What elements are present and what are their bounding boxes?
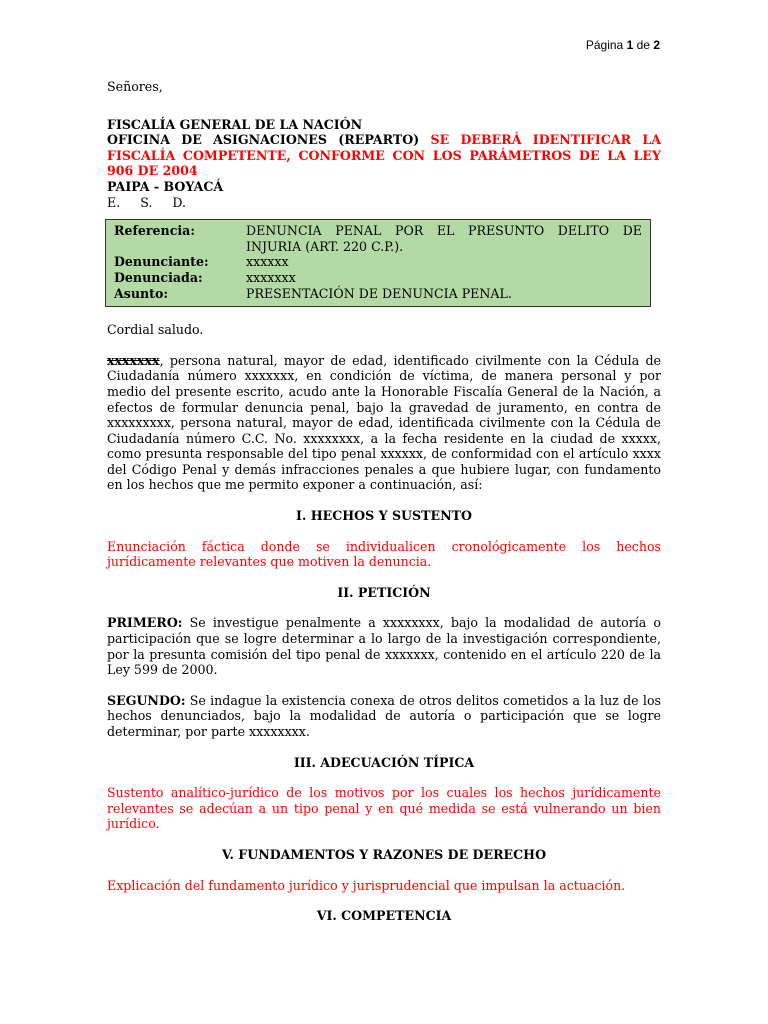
section-title-competencia: VI. COMPETENCIA	[316, 908, 452, 924]
page-prefix: Página	[585, 38, 624, 52]
reference-row	[114, 223, 642, 254]
reference-value: xxxxxx	[246, 254, 289, 270]
primero-label: PRIMERO:	[107, 615, 183, 631]
reference-label: Asunto:	[114, 285, 169, 301]
reference-row	[114, 286, 642, 302]
section-title-adecuacion: III. ADECUACIÓN TÍPICA	[293, 754, 475, 770]
reference-value: xxxxxxx	[246, 269, 296, 285]
section-title-hechos: I. HECHOS Y SUSTENTO	[296, 508, 472, 524]
reference-row	[114, 270, 642, 286]
addressee-instruction: SE DEBERÁ IDENTIFICAR LA FISCALÍA COMPETENTE, CONFORME CON LOS PARÁMETROS DE LA LEY 906 DE 2004	[107, 132, 662, 179]
reference-value: PRESENTACIÓN DE DENUNCIA PENAL.	[246, 285, 512, 301]
peticion-segundo	[107, 693, 661, 740]
addressee-line1: FISCALÍA GENERAL DE LA NACIÓN	[107, 116, 363, 132]
reference-value: DENUNCIA PENAL POR EL PRESUNTO DELITO DE INJURIA (ART. 220 C.P.).	[246, 223, 642, 254]
segundo-label: SEGUNDO:	[107, 692, 186, 708]
page-total: 2	[653, 38, 660, 52]
addressee-line2	[107, 132, 661, 179]
intro-paragraph	[107, 353, 661, 493]
reference-box	[105, 219, 651, 307]
page-current: 1	[626, 38, 634, 52]
section-text-adecuacion: Sustento analítico-jurídico de los motivos por los cuales los hechos jurídicamente relevantes se adecúan a un tipo penal y en qué medida se está vulnerando un bien jurídico.	[107, 785, 661, 832]
intro-text: , persona natural, mayor de edad, identificado civilmente con la Cédula de Ciudadanía número xxxxxxx, en condición de víctima, de manera personal y por medio del presente escrito, acudo ante la Honorable Fiscalía General de la Nación, a efectos de formular denuncia penal, bajo la gravedad de juramento, en contra de xxxxxxxxx, persona natural, mayor de edad, identificada civilmente con la Cédula de Ciudadanía número C.C. No. xxxxxxxx, a la fecha residente en la ciudad de xxxxx, como presunta responsable del tipo penal xxxxxx, de conformidad con el artículo xxxx del Código Penal y demás infracciones penales a que hubiere lugar, con fundamento en los hechos que me permito exponer a continuación, así:	[107, 352, 661, 493]
complainant-name: xxxxxxx	[107, 352, 160, 368]
reference-row	[114, 254, 642, 270]
addressee-block	[107, 117, 661, 211]
section-text-fundamentos: Explicación del fundamento jurídico y jurisprudencial que impulsan la actuación.	[107, 877, 626, 893]
reference-label: Denunciante:	[114, 254, 209, 270]
addressee-city: PAIPA - BOYACÁ	[107, 178, 224, 194]
addressee-esd: E. S. D.	[107, 194, 187, 210]
greeting: Cordial saludo.	[107, 322, 204, 338]
document-body	[107, 79, 661, 924]
salutation: Señores,	[107, 79, 163, 94]
page-number	[586, 38, 660, 52]
section-title-peticion: II. PETICIÓN	[337, 584, 431, 600]
section-title-fundamentos: V. FUNDAMENTOS Y RAZONES DE DERECHO	[221, 846, 547, 862]
reference-label: Denunciada:	[114, 269, 203, 285]
addressee-office: OFICINA DE ASIGNACIONES (REPARTO)	[107, 132, 420, 148]
reference-label: Referencia:	[114, 223, 195, 239]
peticion-primero	[107, 615, 661, 677]
segundo-text: Se indague la existencia conexa de otros delitos cometidos a la luz de los hechos denunciados, bajo la modalidad de autoría o participación que se logre determinar, por parte xxxxxxxx.	[107, 692, 661, 739]
page-of: de	[636, 38, 650, 52]
primero-text: Se investigue penalmente a xxxxxxxx, bajo la modalidad de autoría o participación que se logre determinar a lo largo de la investigación correspondiente, por la presunta comisión del tipo penal de xxxxxxx, contenido en el artículo 220 de la Ley 599 de 2000.	[107, 615, 661, 678]
section-text-hechos: Enunciación fáctica donde se individualicen cronológicamente los hechos jurídicamente relevantes que motiven la denuncia.	[107, 538, 661, 570]
